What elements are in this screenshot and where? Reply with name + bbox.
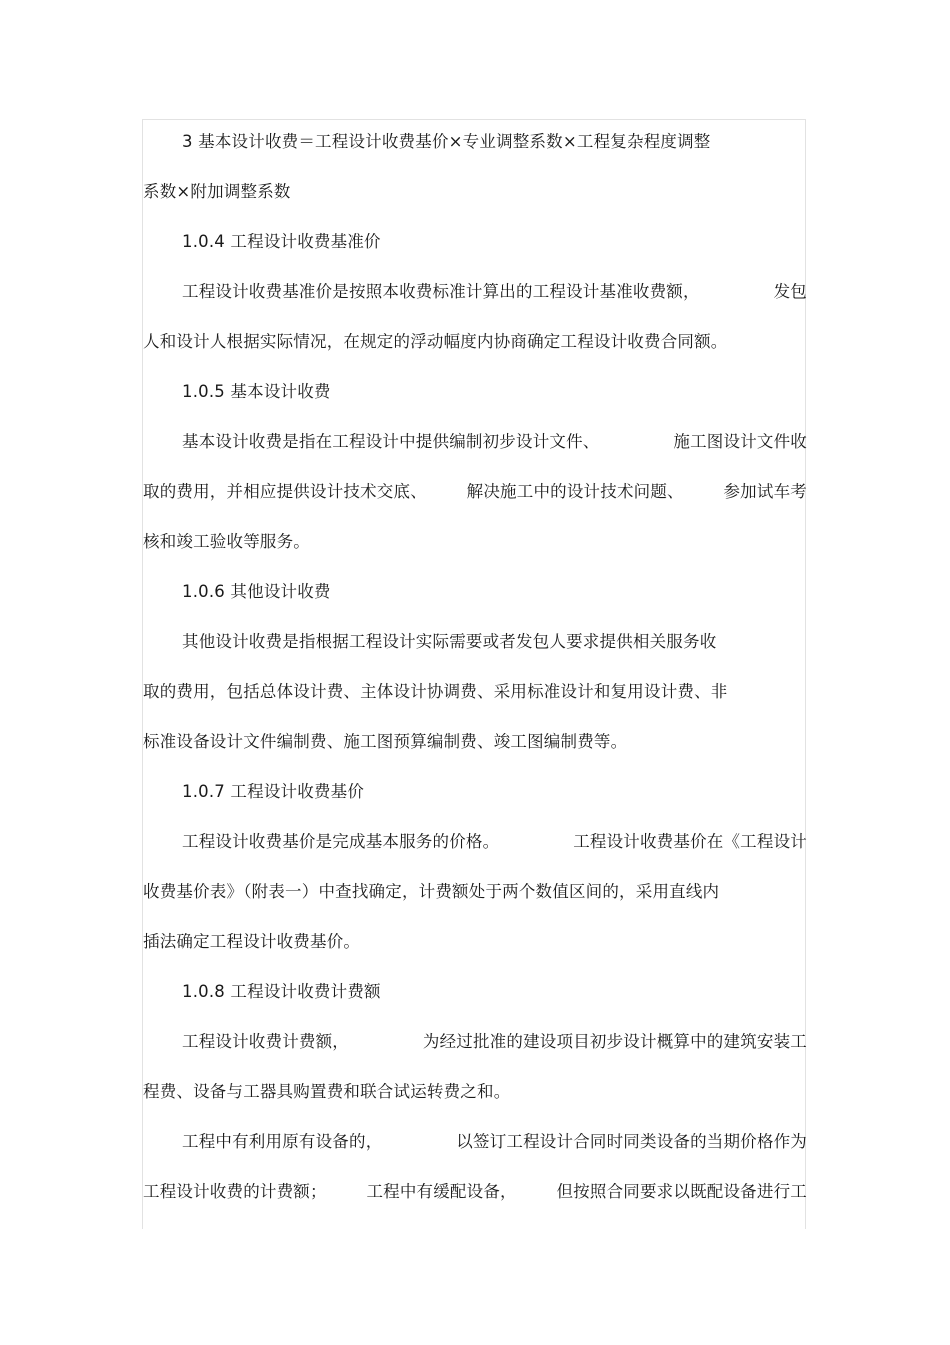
text-segment: 施工图设计文件收 xyxy=(673,432,807,451)
text-segment: 以签订工程设计合同时同类设备的当期价格作为 xyxy=(456,1132,807,1151)
section-heading-1-0-6: 1.0.6 其他设计收费 xyxy=(182,582,331,601)
text-segment: 工程设计收费基价是完成基本服务的价格。 xyxy=(182,832,500,851)
paragraph-1-0-7-line-3: 插法确定工程设计收费基价。 xyxy=(143,932,361,951)
text-segment: 工程设计收费基价在《工程设计 xyxy=(573,832,807,851)
text-segment: 工程设计收费基准价是按照本收费标准计算出的工程设计基准收费额， xyxy=(182,282,700,301)
paragraph-1-0-4-line-2: 人和设计人根据实际情况，在规定的浮动幅度内协商确定工程设计收费合同额。 xyxy=(143,332,728,351)
text-segment: 基本设计收费是指在工程设计中提供编制初步设计文件、 xyxy=(182,432,600,451)
paragraph-1-0-7-line-1 xyxy=(182,830,807,854)
section-heading-1-0-7: 1.0.7 工程设计收费基价 xyxy=(182,782,365,801)
paragraph-1-0-7-line-2: 收费基价表》（附表一）中查找确定，计费额处于两个数值区间的，采用直线内 xyxy=(143,882,720,901)
text-segment: 为经过批准的建设项目初步设计概算中的建筑安装工 xyxy=(422,1032,807,1051)
paragraph-1-0-5-line-3: 核和竣工验收等服务。 xyxy=(143,532,310,551)
paragraph-1-0-6-line-3: 标准设备设计文件编制费、施工图预算编制费、竣工图编制费等。 xyxy=(143,732,628,751)
paragraph-1-0-5-line-2 xyxy=(143,480,807,504)
text-segment: 发包 xyxy=(773,282,807,301)
paragraph-1-0-6-line-1: 其他设计收费是指根据工程设计实际需要或者发包人要求提供相关服务收 xyxy=(182,632,717,651)
paragraph-1-0-6-line-2: 取的费用，包括总体设计费、主体设计协调费、采用标准设计和复用设计费、非 xyxy=(143,682,728,701)
text-segment: 工程中有缓配设备， xyxy=(366,1182,517,1201)
text-segment: 工程中有利用原有设备的， xyxy=(182,1132,383,1151)
paragraph-1-0-5-line-1 xyxy=(182,430,807,454)
text-segment: 取的费用，并相应提供设计技术交底、 xyxy=(143,482,427,501)
paragraph-1-0-8b-line-2 xyxy=(143,1180,807,1204)
formula-line-1: 3 基本设计收费＝工程设计收费基价×专业调整系数×工程复杂程度调整 xyxy=(182,132,711,151)
section-heading-1-0-4: 1.0.4 工程设计收费基准价 xyxy=(182,232,381,251)
paragraph-1-0-4-line-1 xyxy=(182,280,807,304)
paragraph-1-0-8b-line-1 xyxy=(182,1130,807,1154)
section-heading-1-0-8: 1.0.8 工程设计收费计费额 xyxy=(182,982,381,1001)
paragraph-1-0-8-line-2: 程费、设备与工器具购置费和联合试运转费之和。 xyxy=(143,1082,511,1101)
paragraph-1-0-8-line-1 xyxy=(182,1030,807,1054)
text-segment: 工程设计收费计费额， xyxy=(182,1032,349,1051)
text-segment: 解决施工中的设计技术问题、 xyxy=(466,482,684,501)
text-segment: 工程设计收费的计费额； xyxy=(143,1182,327,1201)
text-segment: 但按照合同要求以既配设备进行工 xyxy=(556,1182,807,1201)
formula-line-2: 系数×附加调整系数 xyxy=(143,182,291,201)
section-heading-1-0-5: 1.0.5 基本设计收费 xyxy=(182,382,331,401)
text-segment: 参加试车考 xyxy=(723,482,807,501)
